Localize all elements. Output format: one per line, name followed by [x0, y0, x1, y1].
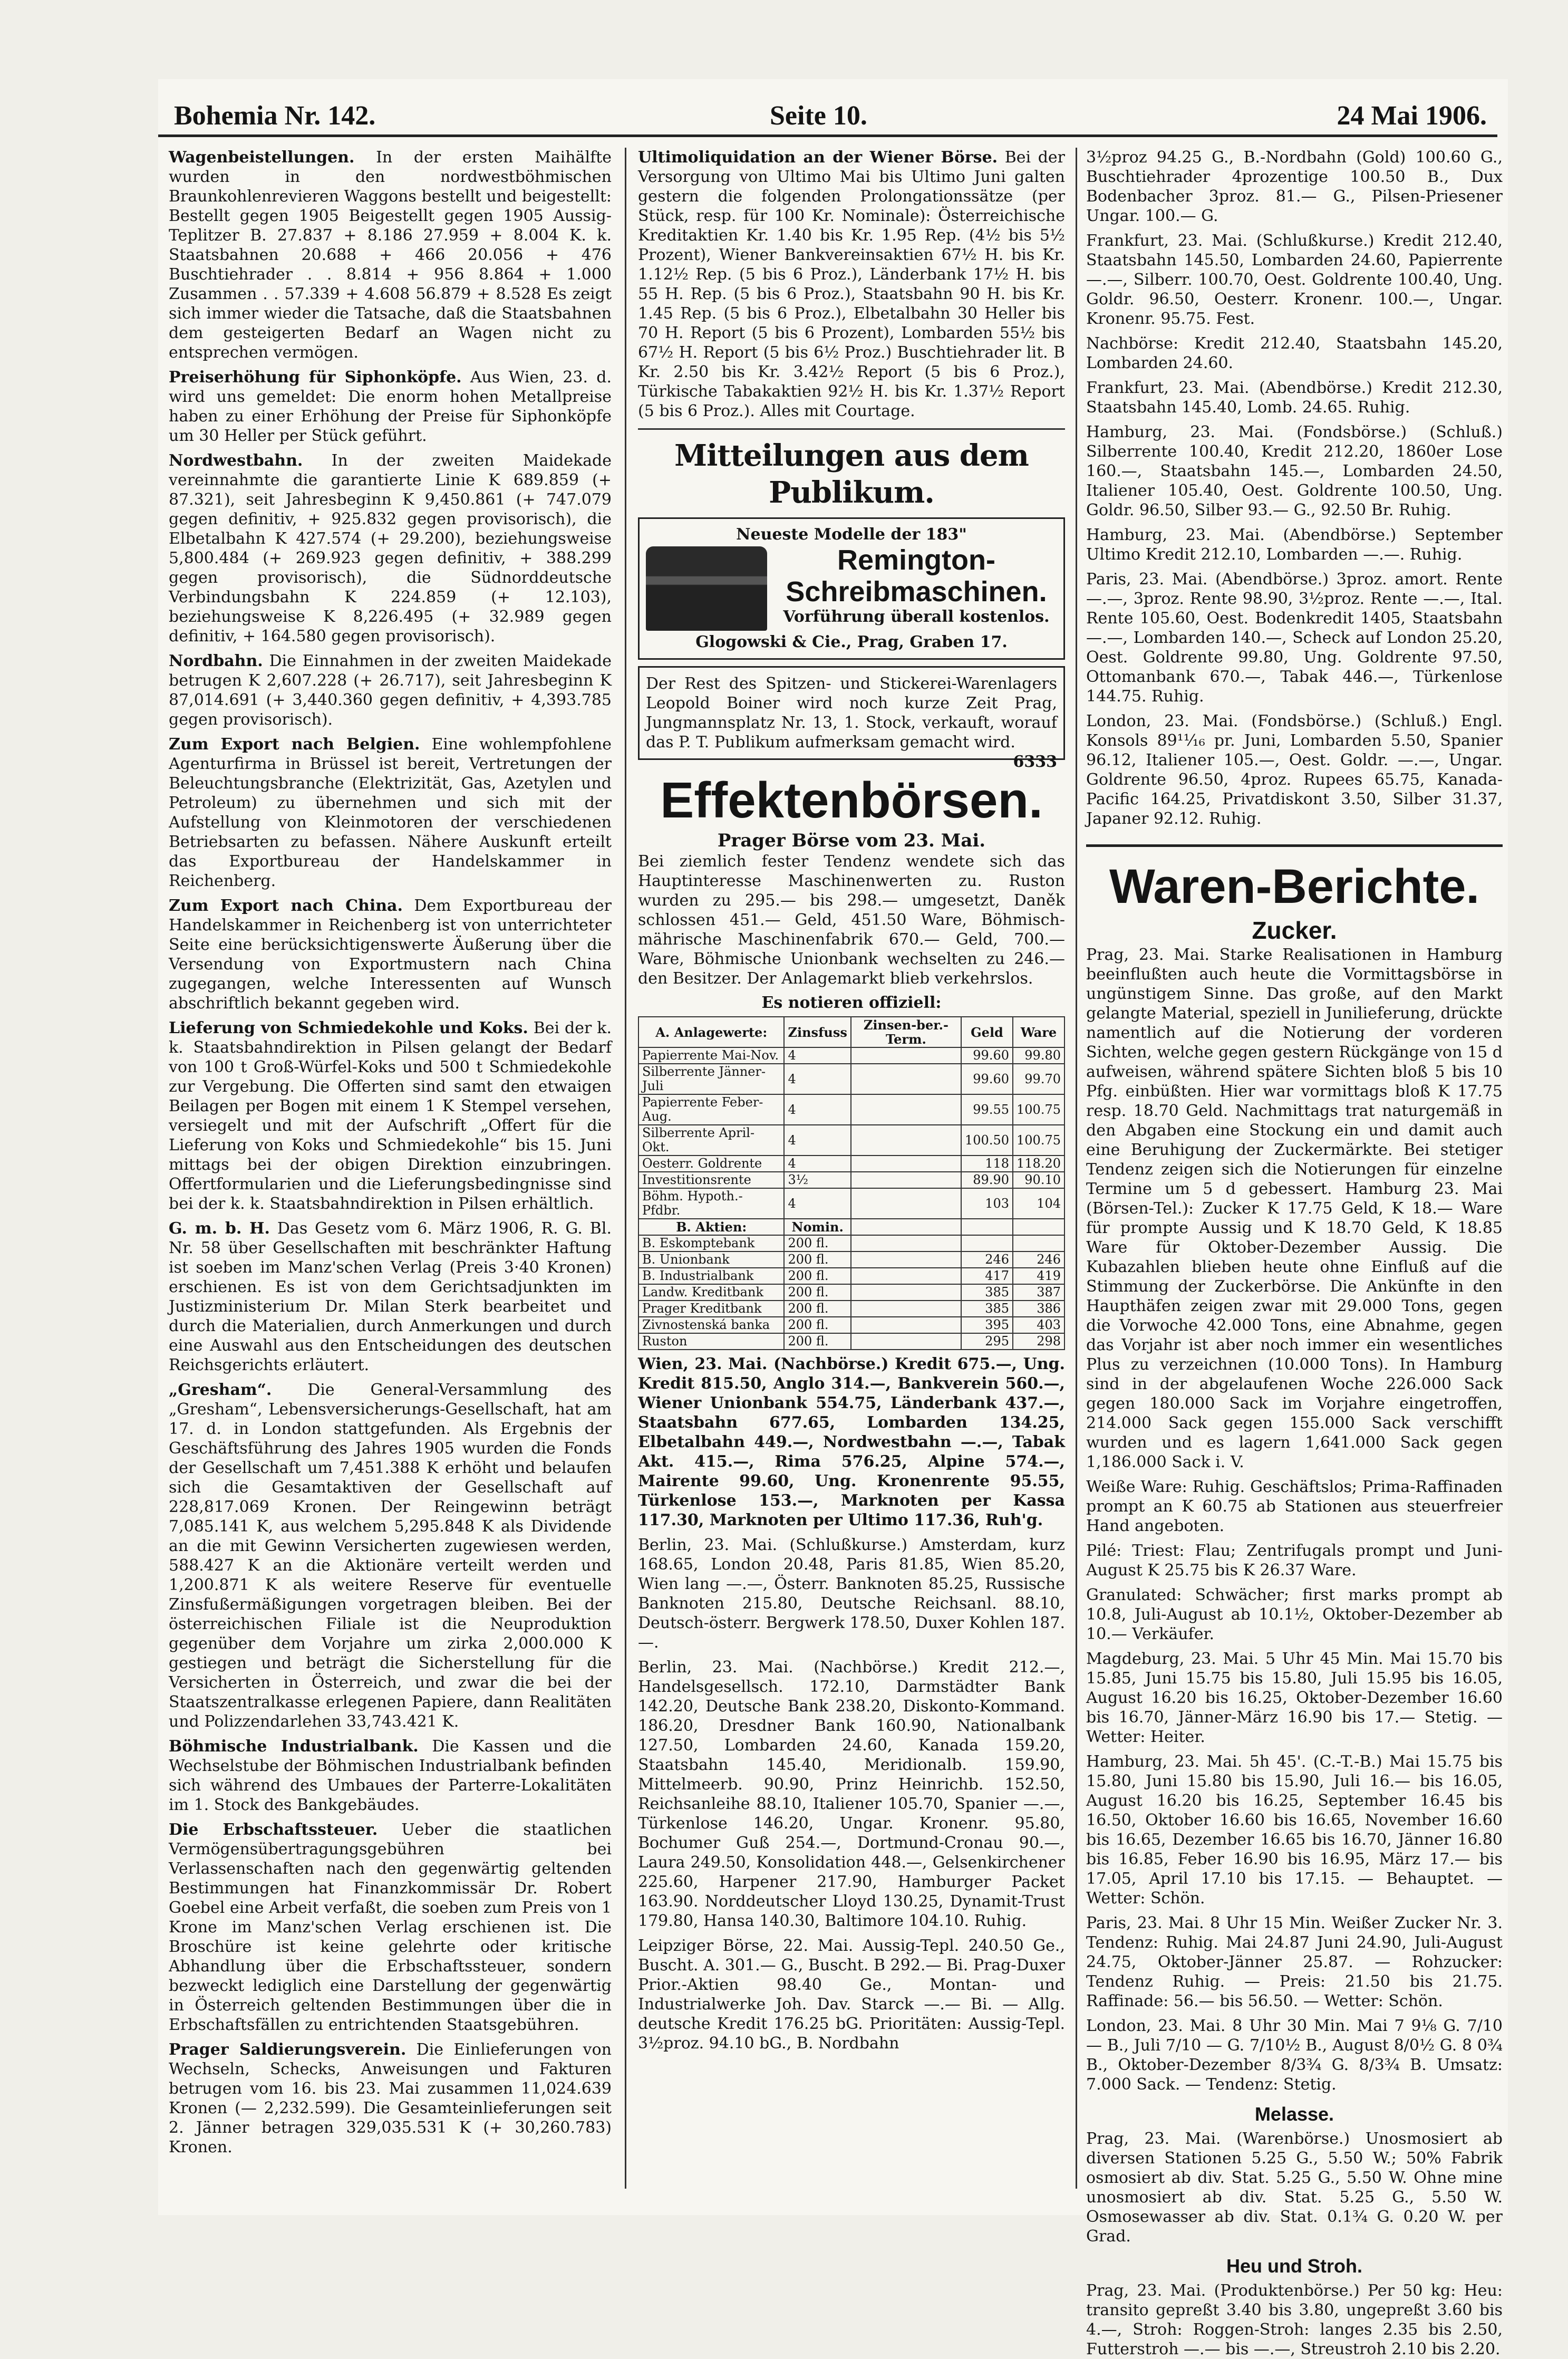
table-cell: 419: [1013, 1268, 1064, 1284]
header-right: 24 Mai 1906.: [1337, 101, 1487, 131]
article-head: Die Erbschaftssteuer.: [169, 1821, 378, 1839]
table-cell: 3½: [784, 1172, 850, 1188]
article: [169, 735, 612, 891]
table-cell: 4: [784, 1125, 850, 1156]
table-cell: 298: [1013, 1333, 1064, 1350]
table-cell: [851, 1172, 961, 1188]
table-cell: [851, 1125, 961, 1156]
article-body: Prag, 23. Mai. Starke Realisationen in Hamburg beeinflußten auch heute die Vormittagsbörse in ungünstigem Sinne. Das große, auf den Markt gelangte Material, speziell in Junilieferung, drückte namentlich auf die Notierung der vorderen Sichten, welche gegen gestern Rückgänge von 15 d aufweisen, während spätere Sichten bloß 5 bis 10 Pfg. einbüßten. Hier war vormittags bloß K 17.75 resp. 18.70 Geld. Nachmittags trat naturgemäß in den Abgaben eine Stockung ein und damit auch eine Beruhigung der Zuckermärkte. Bei stetiger Tendenz zeigen sich die Notierungen für einzelne Termine um 5 d gebessert. Hamburg 23. Mai (Börsen-Tel.): Zucker K 17.75 Geld, K 18.— Ware für prompte Aussig und K 18.70 Geld, K 18.85 Ware für Oktober-Dezember Aussig. Die Kubazahlen blieben heute ohne Einfluß auf die Stimmung der Zuckerbörse. Die Ankünfte in den Haupthäfen zeigen zwar mit 29.000 Tons, gegen die Vorwoche 42.000 Tons, eine Abnahme, gegen das Vorjahr ist aber noch immer ein wesentliches Plus zu verzeichnen (10.000 Tons). In Hamburg sind in der abgelaufenen Woche 226.000 Sack gegen 180.000 Sack im Vorjahre eingetroffen, 214.000 Sack gegen 155.000 Sack verschifft wurden und es lagern 1,641.000 Sack gegen 1,186.000 Sack i. V.: [1086, 946, 1503, 1471]
article-body: Hamburg, 23. Mai. 5h 45'. (C.-T.-B.) Mai 15.75 bis 15.80, Juni 15.80 bis 15.90, Juli 16.— bis 16.05, August 16.20 bis 16.25, September 16.45 bis 16.50, Oktober 16.60 bis 16.65, November 16.60 bis 16.65, Dezember 16.65 bis 16.70, Jänner 16.80 bis 16.85, Feber 16.90 bis 16.95, März 17.— bis 17.05, April 17.10 bis 17.15. — Behauptet. — Wetter: Schön.: [1086, 1753, 1503, 1908]
article-head: G. m. b. H.: [169, 1219, 270, 1238]
column-header: Zinsen-ber.-Term.: [851, 1017, 961, 1047]
article-body: Weiße Ware: Ruhig. Geschäftslos; Prima-Raffinaden prompt an K 60.75 ab Stationen aus steuerfreier Hand angeboten.: [1086, 1478, 1503, 1535]
article-head: Zum Export nach China.: [169, 897, 403, 915]
table-cell: Papierrente Mai-Nov.: [638, 1047, 784, 1064]
column-rule: [1076, 148, 1077, 2189]
article-head: Prager Saldierungsverein.: [169, 2040, 406, 2059]
ad-code: 6333: [1013, 753, 1057, 771]
article-body: Paris, 23. Mai. (Abendbörse.) 3proz. amort. Rente —.—, 3proz. Rente 98.90, 3½proz. Rente —.—, Ital. Rente 105.60, Oest. Bodenkredit 1405, Staatsbahn —.—, Lombarden 140.—, Scheck auf London 25.20, Oest. Goldrente 99.80, Ung. Goldrente 97.50, Ottomanbank 670.—, Tabak 446.—, Türkenlose 144.75. Ruhig.: [1086, 570, 1503, 706]
ad-line: Vorführung überall kostenlos.: [783, 608, 1050, 626]
table-cell: Landw. Kreditbank: [638, 1284, 784, 1301]
table-cell: [851, 1301, 961, 1317]
article: [169, 1219, 612, 1375]
article-body: 3½proz 94.25 G., B.-Nordbahn (Gold) 100.60 G., Buschtiehrader 4prozentige 100.50 B., Dux Bodenbacher 3proz. 81.— G., Pilsen-Priesener Ungar. 100.— G.: [1086, 148, 1503, 225]
table-cell: 385: [961, 1301, 1013, 1317]
table-header-row: [638, 1017, 1064, 1047]
table-row: [638, 1284, 1064, 1301]
table-cell: 118.20: [1013, 1156, 1064, 1172]
article-body: Die General-Versammlung des „Gresham“, Lebensversicherungs-Gesellschaft, hat am 17. d. in London stattgefunden. Als Ergebnis der Geschäftsführung des Jahres 1905 wurden die Fonds der Gesellschaft um 7,451.388 K erhöht und belaufen sich die Gesamtaktiven der Gesellschaft auf 228,817.069 Kronen. Der Reingewinn beträgt 7,085.141 K, aus welchem 5,295.848 K als Dividende an die mit Gewinn Versicherten zugewiesen werden, 588.427 K an die Aktionäre verteilt werden und 1,200.871 K als weitere Reserve für eventuelle Zinsfußermäßigungen vorgetragen bleiben. Bei der österreichischen Filiale ist die Neuproduktion gegenüber dem Vorjahre um zirka 2,000.000 K gestiegen und beträgt die Sicherstellung für die Versicherten in Österreich, und zwar die bei der Staatszentralkasse erlegenen Papiere, dann Realitäten und Polizzendarlehen 33,743.421 K.: [169, 1381, 612, 1731]
table-header-row: [638, 1219, 1064, 1235]
table-cell: Silberrente April-Okt.: [638, 1125, 784, 1156]
article-body: Hamburg, 23. Mai. (Abendbörse.) September Ultimo Kredit 212.10, Lombarden —.—. Ruhig.: [1086, 526, 1503, 564]
column-header: Nomin.: [784, 1219, 850, 1235]
table-cell: 90.10: [1013, 1172, 1064, 1188]
ad-text: Der Rest des Spitzen- und Stickerei-Warenlagers Leopold Boiner wird noch kurze Zeit Prag, Jungmannsplatz Nr. 13, 1. Stock, verkauft, worauf das P. T. Publikum aufmerksam gemacht wird.: [646, 675, 1057, 752]
article-head: „Gresham“.: [169, 1381, 272, 1399]
advertisement-remington: [638, 517, 1065, 660]
table-cell: 4: [784, 1047, 850, 1064]
table-cell: 99.60: [961, 1047, 1013, 1064]
subsection-title: Zucker.: [1252, 917, 1337, 944]
article-head: Zum Export nach Belgien.: [169, 735, 420, 754]
column-3: [1086, 148, 1503, 2358]
table-row: [638, 1251, 1064, 1268]
table-row: [638, 1317, 1064, 1333]
article-body: Prag, 23. Mai. (Produktenbörse.) Per 50 kg: Heu: transito gepreßt 3.40 bis 3.80, ungepreßt 3.60 bis 4.—, Stroh: Roggen-Stroh: langes 2.35 bis 2.50, Futterstroh —.— bis —.—, Streustroh 2.10 bis 2.20.: [1086, 2281, 1503, 2358]
table-cell: 99.55: [961, 1094, 1013, 1125]
article-head: Ultimoliquidation an der Wiener Börse.: [638, 148, 998, 167]
article-body: Granulated: Schwächer; first marks prompt ab 10.8, Juli-August ab 10.1½, Oktober-Dezember ab 10.— Verkäufer.: [1086, 1586, 1503, 1643]
table-cell: [851, 1064, 961, 1094]
table-cell: 200 fl.: [784, 1317, 850, 1333]
table-cell: 200 fl.: [784, 1235, 850, 1251]
table-cell: 295: [961, 1333, 1013, 1350]
article-body: Berlin, 23. Mai. (Schlußkurse.) Amsterdam, kurz 168.65, London 20.48, Paris 81.85, Wien 85.20, Wien lang —.—, Österr. Banknoten 85.25, Russische Banknoten 215.80, Deutsche Reichsanl. 88.10, Deutsch-österr. Bergwerk 178.50, Duxer Kohlen 187.—.: [638, 1536, 1065, 1652]
table-cell: 403: [1013, 1317, 1064, 1333]
table-cell: 89.90: [961, 1172, 1013, 1188]
table-cell: 4: [784, 1156, 850, 1172]
table-row: [638, 1268, 1064, 1284]
section-title: Waren-Berichte.: [1086, 844, 1503, 916]
article-body: Pilé: Triest: Flau; Zentrifugals prompt und Juni-August K 25.75 bis K 26.37 Ware.: [1086, 1542, 1503, 1580]
section-title: Mitteilungen aus dem Publikum.: [674, 438, 1029, 510]
table-cell: 200 fl.: [784, 1301, 850, 1317]
table-cell: 246: [961, 1251, 1013, 1268]
table-cell: [851, 1284, 961, 1301]
page-header: [158, 95, 1497, 137]
header-center: Seite 10.: [770, 101, 867, 131]
table-row: [638, 1188, 1064, 1219]
column-header: Ware: [1013, 1017, 1064, 1047]
table-cell: Papierrente Feber-Aug.: [638, 1094, 784, 1125]
article-body: Leipziger Börse, 22. Mai. Aussig-Tepl. 240.50 Ge., Buscht. A. 301.— G., Buscht. B 292.— Bi. Prag-Duxer Prior.-Aktien 98.40 Ge., Montan- und Industrialwerke Joh. Dav. Starck —.— Bi. — Allg. deutsche Kredit 176.25 bG. Prioritäten: Aussig-Tepl. 3½proz. 94.10 bG., B. Nordbahn: [638, 1937, 1065, 2053]
article-body: Paris, 23. Mai. 8 Uhr 15 Min. Weißer Zucker Nr. 3. Tendenz: Ruhig. Mai 24.87 Juni 24.90, Juli-August 24.75, Oktober-Jänner 25.87. — Rohzucker: Tendenz Ruhig. — Preis: 21.50 bis 21.75. Raffinade: 56.— bis 56.50. — Wetter: Schön.: [1086, 1914, 1503, 2010]
table-cell: 200 fl.: [784, 1268, 850, 1284]
table-row: [638, 1301, 1064, 1317]
article-body: Prag, 23. Mai. (Warenbörse.) Unosmosiert ab diversen Stationen 5.25 G., 5.50 W.; 50% Fabrik osmosiert ab div. Stat. 5.25 G., 5.50 W. Ohne mine unosmosiert ab div. Stat. 5.25 G., 5.50 W. Osmosewasser ab div. Stat. 0.1¾ G. 0.20 W. per Grad.: [1086, 2130, 1503, 2246]
table-cell: 386: [1013, 1301, 1064, 1317]
table-cell: B. Eskomptebank: [638, 1235, 784, 1251]
article-head: Nordbahn.: [169, 652, 263, 670]
article-body: Die Einnahmen in der zweiten Maidekade betrugen K 2,607.228 (+ 26.717), seit Jahresbeginn K 87,014.691 (+ 3,440.360 gegen definitiv, + 4,393.785 gegen provisorisch).: [169, 652, 612, 729]
article: [169, 1018, 612, 1214]
article: [169, 1380, 612, 1731]
table-cell: 200 fl.: [784, 1251, 850, 1268]
table-caption: Es notieren offiziell:: [761, 994, 942, 1012]
article-body: Eine wohlempfohlene Agenturfirma in Brüssel ist bereit, Vertretungen der Beleuchtungsbranche (Elektrizität, Gas, Azetylen und Petroleum) zu übernehmen und sich mit der Aufstellung von Kleinmotoren der verschiedenen Betriebsarten zu befassen. Nähere Auskunft erteilt das Exportbureau der Handelskammer in Reichenberg.: [169, 735, 612, 890]
table-cell: 4: [784, 1188, 850, 1219]
table-cell: 4: [784, 1064, 850, 1094]
column-2: [638, 148, 1065, 2194]
table-cell: Prager Kreditbank: [638, 1301, 784, 1317]
column-header: A. Anlagewerte:: [638, 1017, 784, 1047]
table-row: [638, 1172, 1064, 1188]
table-cell: Böhm. Hypoth.-Pfdbr.: [638, 1188, 784, 1219]
table-cell: Zivnostenská banka: [638, 1317, 784, 1333]
table-cell: B. Industrialbank: [638, 1268, 784, 1284]
article: [169, 148, 612, 362]
table-cell: 100.75: [1013, 1094, 1064, 1125]
article-body: Dem Exportbureau der Handelskammer in Reichenberg ist von unterrichteter Seite eine berücksichtigenswerte Äußerung über die Versendung von Exportmustern nach China zugegangen, welche Interessenten auf Wunsch abschriftlich bekannt gegeben wird.: [169, 897, 612, 1013]
table-cell: [851, 1047, 961, 1064]
article: [169, 451, 612, 646]
column-header: Zinsfuss: [784, 1017, 850, 1047]
table-cell: 100.50: [961, 1125, 1013, 1156]
article: [169, 651, 612, 729]
table-cell: [851, 1317, 961, 1333]
article-head: Preiserhöhung für Siphonköpfe.: [169, 368, 462, 387]
article: [169, 368, 612, 446]
table-cell: 395: [961, 1317, 1013, 1333]
table-row: [638, 1064, 1064, 1094]
ad-line: Neueste Modelle der 183": [736, 525, 967, 544]
article-body: Frankfurt, 23. Mai. (Abendbörse.) Kredit 212.30, Staatsbahn 145.40, Lomb. 24.65. Ruhig.: [1086, 379, 1503, 417]
article-body: Nachbörse: Kredit 212.40, Staatsbahn 145.20, Lombarden 24.60.: [1086, 334, 1503, 372]
article-head: Nordwestbahn.: [169, 451, 303, 470]
table-cell: [851, 1235, 961, 1251]
table-row: [638, 1235, 1064, 1251]
article: [169, 1737, 612, 1815]
divider: [638, 428, 1065, 430]
table-row: [638, 1333, 1064, 1350]
article-body: Die Einlieferungen von Wechseln, Schecks, Anweisungen und Fakturen betrugen vom 16. bis 23. Mai zusammen 11,024.639 Kronen (— 2,232.599). Die Gesamteinlieferungen seit 2. Jänner betragen 329,035.531 K (+ 30,260.783) Kronen.: [169, 2040, 612, 2156]
table-cell: [851, 1094, 961, 1125]
table-cell: [1013, 1235, 1064, 1251]
article: [169, 896, 612, 1013]
table-cell: [851, 1188, 961, 1219]
column-1: [169, 148, 612, 2194]
stock-table: [638, 1016, 1065, 1350]
advertisement-boiner: [638, 666, 1065, 771]
article-body: In der ersten Maihälfte wurden in den nordwestböhmischen Braunkohlenrevieren Waggons bestellt und beigestellt: Bestellt gegen 1905 Beigestellt gegen 1905 Aussig-Teplitzer B. 27.837 + 8.186 27.959 + 8.004 K. k. Staatsbahnen 20.688 + 466 20.056 + 476 Buschtiehrader . . 8.814 + 956 8.864 + 1.000 Zusammen . . 57.339 + 4.608 56.879 + 8.528 Es zeigt sich immer wieder die Tatsache, daß die Staatsbahnen dem gesteigerten Bedarf an Wagen nicht zu entsprechen vermögen.: [169, 148, 612, 362]
article-body: In der zweiten Maidekade vereinnahmte die garantierte Linie K 689.859 (+ 87.321), seit Jahresbeginn K 9,450.861 (+ 747.079 gegen definitiv, + 925.832 gegen provisorisch), die Elbetalbahn K 427.574 (+ 29.200), beziehungsweise 5,800.484 (+ 269.923 gegen definitiv, + 388.299 gegen provisorisch), die Südnorddeutsche Verbindungsbahn K 224.859 (+ 12.103), beziehungsweise K 8,226.495 (+ 32.989 gegen definitiv, + 164.580 gegen provisorisch).: [169, 451, 612, 646]
article-body: Berlin, 23. Mai. (Nachbörse.) Kredit 212.—, Handelsgesellsch. 172.10, Darmstädter Bank 142.20, Deutsche Bank 238.20, Diskonto-Kommand. 186.20, Dresdner Bank 160.90, Nationalbank 127.50, Lombarden 24.60, Kanada 159.20, Staatsbahn 145.40, Meridionalb. 159.90, Mittelmeerb. 90.90, Prinz Heinrichb. 152.50, Reichsanleihe 88.10, Italiener 105.70, Spanier —.—, Türkenlose 146.20, Ungar. Kronenr. 95.80, Bochumer Guß 254.—, Dortmund-Cronau 90.—, Laura 249.50, Konsolidation 448.—, Gelsenkirchener 225.60, Harpener 217.90, Hamburger Packet 163.90. Norddeutscher Lloyd 130.25, Dynamit-Trust 179.80, Hansa 140.30, Baltimore 104.10. Ruhig.: [638, 1658, 1065, 1930]
table-cell: Silberrente Jänner-Juli: [638, 1064, 784, 1094]
table-cell: Oesterr. Goldrente: [638, 1156, 784, 1172]
article: [169, 2040, 612, 2157]
table-row: [638, 1125, 1064, 1156]
table-cell: [851, 1251, 961, 1268]
table-cell: 100.75: [1013, 1125, 1064, 1156]
column-header: B. Aktien:: [638, 1219, 784, 1235]
table-cell: [851, 1333, 961, 1350]
table-cell: 387: [1013, 1284, 1064, 1301]
header-left: Bohemia Nr. 142.: [174, 101, 376, 131]
table-cell: 385: [961, 1284, 1013, 1301]
table-row: [638, 1094, 1064, 1125]
table-cell: [851, 1268, 961, 1284]
article-body: Aus Wien, 23. d. wird uns gemeldet: Die enorm hohen Metallpreise haben zu einer Erhöhung der Preise für Siphonköpfe um 30 Heller per Stück geführt.: [169, 368, 612, 445]
section-title: Effektenbörsen.: [660, 772, 1043, 829]
table-cell: 99.60: [961, 1064, 1013, 1094]
column-header: Geld: [961, 1017, 1013, 1047]
typewriter-illustration: [646, 546, 767, 631]
table-cell: Ruston: [638, 1333, 784, 1350]
table-row: [638, 1047, 1064, 1064]
article-body: Bei der Versorgung von Ultimo Mai bis Ultimo Juni galten gestern die folgenden Prolongationssätze (per Stück, resp. für 100 Kr. Nominale): Österreichische Kreditaktien Kr. 1.40 bis Kr. 1.95 Rep. (4½ bis 5½ Prozent), Wiener Bankvereinsaktien 67½ H. bis Kr. 1.12½ Rep. (5 bis 6 Proz.), Länderbank 17½ H. bis 55 H. Rep. (5 bis 6 Proz.), Staatsbahn 90 H. bis Kr. 1.45 Rep. (5 bis 6 Proz.), Elbetalbahn 30 Heller bis 70 H. Report (5 bis 6 Prozent), Lombarden 55½ bis 67½ H. Report (5 bis 6½ Proz.) Buschtiehrader lit. B Kr. 2.50 bis Kr. 3.42½ Report (5 bis 6 Proz.), Türkische Tabakaktien 92½ H. bis Kr. 1.37½ Report (5 bis 6 Proz.). Alles mit Courtage.: [638, 148, 1065, 420]
table-cell: 200 fl.: [784, 1333, 850, 1350]
table-cell: Investitionsrente: [638, 1172, 784, 1188]
article-body: London, 23. Mai. 8 Uhr 30 Min. Mai 7 9⅛ G. 7/10 — B., Juli 7/10 — G. 7/10½ B., August 8/0½ G. 8 0¾ B., Oktober-Dezember 8/3¾ G. 8/3¾ B. Umsatz: 7.000 Sack. — Tendenz: Stetig.: [1086, 2017, 1503, 2094]
article-head: Lieferung von Schmiedekohle und Koks.: [169, 1019, 528, 1037]
article: [169, 1820, 612, 2035]
table-cell: 4: [784, 1094, 850, 1125]
subsection-title: Heu und Stroh.: [1226, 2255, 1362, 2277]
article-body: Wien, 23. Mai. (Nachbörse.) Kredit 675.—, Ung. Kredit 815.50, Anglo 314.—, Bankverein 560.—, Wiener Unionbank 554.75, Länderbank 437.—, Staatsbahn 677.65, Lombarden 134.25, Elbetalbahn 449.—, Nordwestbahn —.—, Tabak Akt. 415.—, Rima 576.25, Alpine 574.—, Mairente 99.60, Ung. Kronenrente 95.55, Türkenlose 153.—, Marknoten per Kassa 117.30, Marknoten per Ultimo 117.36, Ruh'g.: [638, 1355, 1065, 1529]
table-cell: [961, 1235, 1013, 1251]
table-cell: 118: [961, 1156, 1013, 1172]
article-body: Magdeburg, 23. Mai. 5 Uhr 45 Min. Mai 15.70 bis 15.85, Juni 15.75 bis 15.80, Juli 15.95 bis 16.05, August 16.20 bis 16.25, Oktober-Dezember 16.60 bis 16.70, Jänner-März 16.90 bis 17.— Stetig. — Wetter: Heiter.: [1086, 1650, 1503, 1746]
article-body: Hamburg, 23. Mai. (Fondsbörse.) (Schluß.) Silberrente 100.40, Kredit 212.20, 1860er Lose 160.—, Staatsbahn 145.—, Lombarden 24.50, Italiener 105.40, Oest. Goldrente 100.50, Ung. Goldr. 96.50, Silber 93.— G., 92.50 Br. Ruhig.: [1086, 423, 1503, 519]
article-head: Wagenbeistellungen.: [169, 148, 355, 167]
article-body: Frankfurt, 23. Mai. (Schlußkurse.) Kredit 212.40, Staatsbahn 145.50, Lombarden 24.60, Papierrente —.—, Silberr. 100.70, Oest. Goldrente 100.40, Ung. Goldr. 96.50, Oesterr. Kronenr. 100.—, Ungar. Kronenr. 95.75. Fest.: [1086, 232, 1503, 328]
ad-line: Glogowski & Cie., Prag, Graben 17.: [695, 633, 1008, 651]
article-body: Die Kassen und die Wechselstube der Böhmischen Industrialbank befinden sich während des Umbaues der Parterre-Lokalitäten im 1. Stock des Bankgebäudes.: [169, 1737, 612, 1814]
table-cell: 200 fl.: [784, 1284, 850, 1301]
table-cell: 99.70: [1013, 1064, 1064, 1094]
article-body: Bei ziemlich fester Tendenz wendete sich das Hauptinteresse Maschinenwerten zu. Ruston wurden zu 295.— bis 298.— umgesetzt, Daněk schlossen 451.— Geld, 451.50 Ware, Böhmisch-mährische Maschinenfabrik 670.— Geld, 700.— Ware, Böhmische Unionbank wechselten zu 246.— den Besitzer. Der Anlagemarkt blieb verkehrslos.: [638, 852, 1065, 988]
column-rule: [625, 148, 626, 2189]
table-cell: 104: [1013, 1188, 1064, 1219]
article-body: London, 23. Mai. (Fondsbörse.) (Schluß.) Engl. Konsols 89¹¹⁄₁₆ pr. Juni, Lombarden 5.50, Spanier 96.12, Italiener 105.—, Oest. Goldr. —.—, Ungar. Goldrente 96.50, 4proz. Rupees 65.75, Kanada-Pacific 164.25, Privatdiskont 3.50, Silber 31.37, Japaner 92.12. Ruhig.: [1086, 712, 1503, 828]
subsection-title: Melasse.: [1254, 2103, 1334, 2125]
subsection-title: Prager Börse vom 23. Mai.: [717, 830, 986, 851]
table-cell: 417: [961, 1268, 1013, 1284]
article-body: Bei der k. k. Staatsbahndirektion in Pilsen gelangt der Bedarf von 100 t Groß-Würfel-Koks und 500 t Schmiedekohle zur Vergebung. Die Offerten sind samt den etwaigen Beilagen per Bogen mit einem 1 K Stempel versehen, versiegelt und mit der Aufschrift „Offert für die Lieferung von Koks und Schmiedekohle“ bis 15. Juni mittags bei der obigen Direktion einzubringen. Offertformularien und die Lieferungsbedingnisse sind bei der k. k. Staatsbahndirektion in Pilsen erhältlich.: [169, 1019, 612, 1213]
table-cell: 99.80: [1013, 1047, 1064, 1064]
article-body: Ueber die staatlichen Vermögensübertragungsgebühren bei Verlassenschaften nach den gegenwärtig geltenden Bestimmungen hat Finanzkommissär Dr. Robert Goebel eine Arbeit verfaßt, die soeben zum Preis von 1 Krone im Manz'schen Verlag erschienen ist. Die Broschüre ist keine gelehrte oder kritische Abhandlung über die Erbschaftssteuer, sondern bezweckt lediglich eine Darstellung der gegenwärtig in Österreich geltenden Bestimmungen über die in Erbschaftsfällen zu entrichtenden Staatsgebühren.: [169, 1821, 612, 2034]
table-row: [638, 1156, 1064, 1172]
table-cell: [851, 1156, 961, 1172]
ad-brand: Remington-Schreibmaschinen.: [786, 544, 1047, 608]
table-cell: 103: [961, 1188, 1013, 1219]
table-cell: 246: [1013, 1251, 1064, 1268]
ultimo-article: [638, 148, 1065, 421]
article-head: Böhmische Industrialbank.: [169, 1737, 419, 1756]
article-body: Das Gesetz vom 6. März 1906, R. G. Bl. Nr. 58 über Gesellschaften mit beschränkter Haftung ist soeben im Manz'schen Verlag (Preis 3·40 Kronen) erschienen. Es ist von dem Gerichtsadjunkten im Justizministerium Dr. Milan Sterk bearbeitet und durch die Materialien, durch Anmerkungen und durch eine Auswahl aus den Entscheidungen des deutschen Reichsgerichts erläutert.: [169, 1219, 612, 1374]
table-cell: B. Unionbank: [638, 1251, 784, 1268]
